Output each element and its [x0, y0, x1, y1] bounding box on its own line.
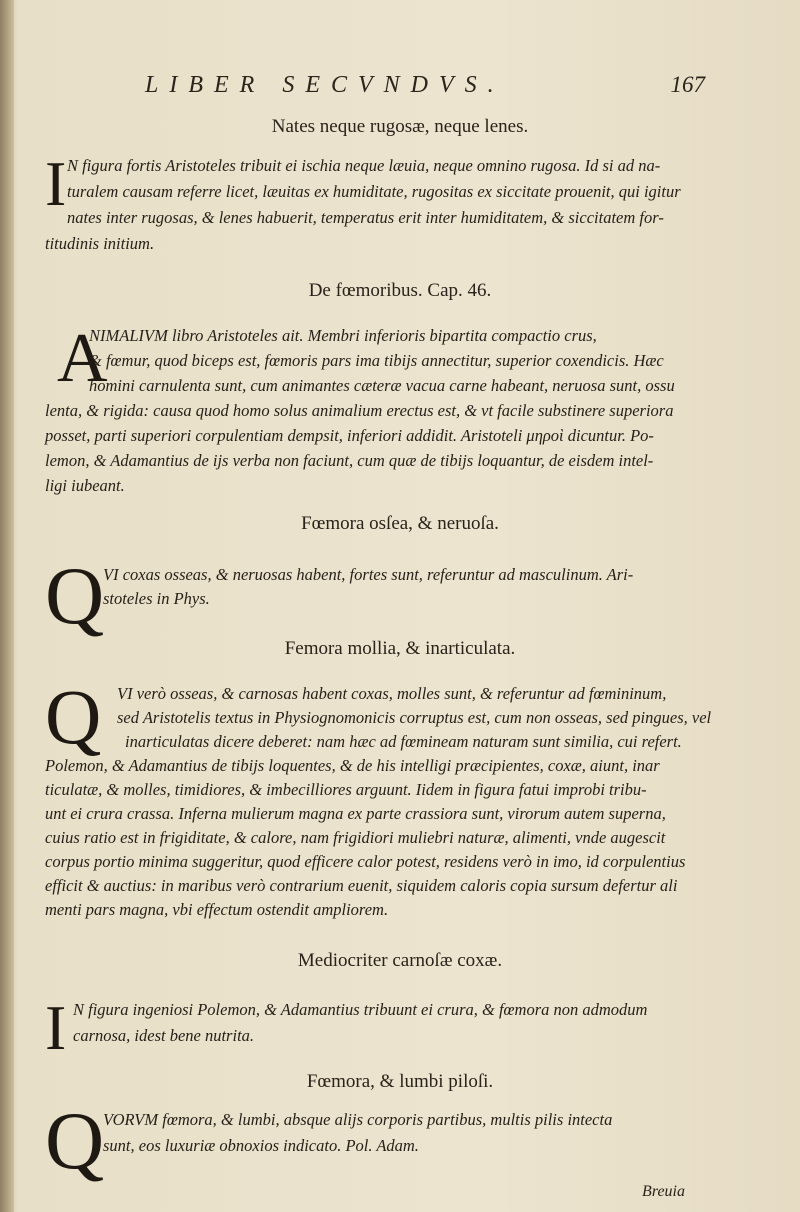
drop-initial: Q	[45, 1095, 105, 1186]
text-line: VORVM fœmora, & lumbi, absque alijs corporis partibus, multis pilis intecta	[103, 1110, 613, 1129]
drop-initial: Q	[45, 673, 102, 760]
text-line: inarticulatas dicere deberet: nam hæc ad fœmineam naturam sunt similia, cui refert.	[125, 732, 682, 751]
text-line: efficit & auctius: in maribus verò contrarium euenit, siquidem caloris copia sursum defertur ali	[45, 876, 678, 895]
drop-initial: A	[57, 320, 108, 397]
catchword: Breuia	[642, 1183, 685, 1200]
text-line: sed Aristotelis textus in Physiognomonicis corruptus est, cum non osseas, sed pingues, vel	[117, 708, 712, 727]
text-line: homini carnulenta sunt, cum animantes cæteræ vacua carne habeant, neruosa sunt, ossu	[89, 376, 675, 395]
text-line: cuius ratio est in frigiditate, & calore, nam frigidiori muliebri naturæ, alimenti, vnde augescit	[45, 828, 666, 847]
section-heading-carnosae: Mediocriter carnoſæ coxæ.	[297, 950, 503, 971]
section-heading-pilosi: Fœmora, & lumbi piloſi.	[306, 1071, 494, 1092]
paragraph-ossea	[45, 550, 715, 641]
text-line: sunt, eos luxuriæ obnoxios indicato. Pol. Adam.	[103, 1136, 419, 1155]
text-line: N figura ingeniosi Polemon, & Adamantius tribuunt ei crura, & fœmora non admodum	[73, 1000, 648, 1019]
text-line: unt ei crura crassa. Inferna mulierum magna ex parte crassiora sunt, virorum autem superna,	[45, 804, 666, 823]
drop-initial: Q	[45, 550, 105, 641]
section-heading-nates: Nates neque rugosæ, neque lenes.	[271, 116, 529, 137]
text-line: stoteles in Phys.	[103, 589, 210, 608]
drop-initial: I	[45, 148, 67, 219]
text-line: VI coxas osseas, & neruosas habent, fortes sunt, referuntur ad masculinum. Ari-	[103, 565, 634, 584]
paragraph-carnosae	[45, 992, 715, 1063]
text-line: N figura fortis Aristoteles tribuit ei ischia neque læuia, neque omnino rugosa. Id si ad na-	[67, 156, 661, 175]
section-heading-ossea: Fœmora osſea, & neruoſa.	[301, 513, 499, 534]
paragraph-pilosi	[45, 1095, 715, 1186]
text-line: turalem causam referre licet, læuitas ex humiditate, rugositas ex siccitate prouenit, qui igitur	[67, 182, 681, 201]
text-line: corpus portio minima suggeritur, quod efficere calor potest, residens verò in imo, id corpulentius	[45, 852, 686, 871]
text-line: ticulatæ, & molles, timidiores, & imbecilliores arguunt. Iidem in figura fatui improbi tribu-	[45, 780, 647, 799]
text-line: titudinis initium.	[45, 234, 155, 253]
text-line: NIMALIVM libro Aristoteles ait. Membri inferioris bipartita compactio crus,	[89, 326, 597, 345]
text-line: nates inter rugosas, & lenes habuerit, temperatus erit inter humiditatem, & siccitatem for-	[67, 208, 664, 227]
paragraph-foemoribus	[45, 320, 715, 498]
text-line: ligi iubeant.	[45, 476, 125, 495]
text-line: lenta, & rigida: causa quod homo solus animalium erectus est, & vt facile substinere superiora	[45, 401, 674, 420]
section-heading-foemoribus: De fœmoribus. Cap. 46.	[308, 280, 492, 301]
page-number: 167	[670, 72, 705, 97]
section-heading-mollia: Femora mollia, & inarticulata.	[284, 638, 516, 659]
text-line: & fœmur, quod biceps est, fœmoris pars ima tibijs annectitur, superior coxendicis. Hæc	[89, 351, 664, 370]
text-line: VI verò osseas, & carnosas habent coxas, molles sunt, & referuntur ad fœmininum,	[117, 684, 667, 703]
text-line: menti pars magna, vbi effectum ostendit ampliorem.	[45, 900, 389, 919]
running-title: LIBER SECVNDVS.	[145, 72, 505, 98]
text-line: Polemon, & Adamantius de tibijs loquentes, & de his intelligi præcipientes, coxæ, aiunt, inar	[45, 756, 660, 775]
running-head	[145, 70, 705, 110]
paragraph-mollia	[45, 673, 715, 919]
paragraph-nates	[45, 148, 715, 258]
text-line: carnosa, idest bene nutrita.	[73, 1026, 255, 1045]
text-line: posset, parti superiori corpulentiam dempsit, inferiori addidit. Aristoteli μηροὶ dicuntur. Po-	[45, 426, 654, 445]
text-line: lemon, & Adamantius de ijs verba non faciunt, cum quæ de tibijs loquantur, de eisdem intel-	[45, 451, 654, 470]
drop-initial: I	[45, 992, 67, 1063]
